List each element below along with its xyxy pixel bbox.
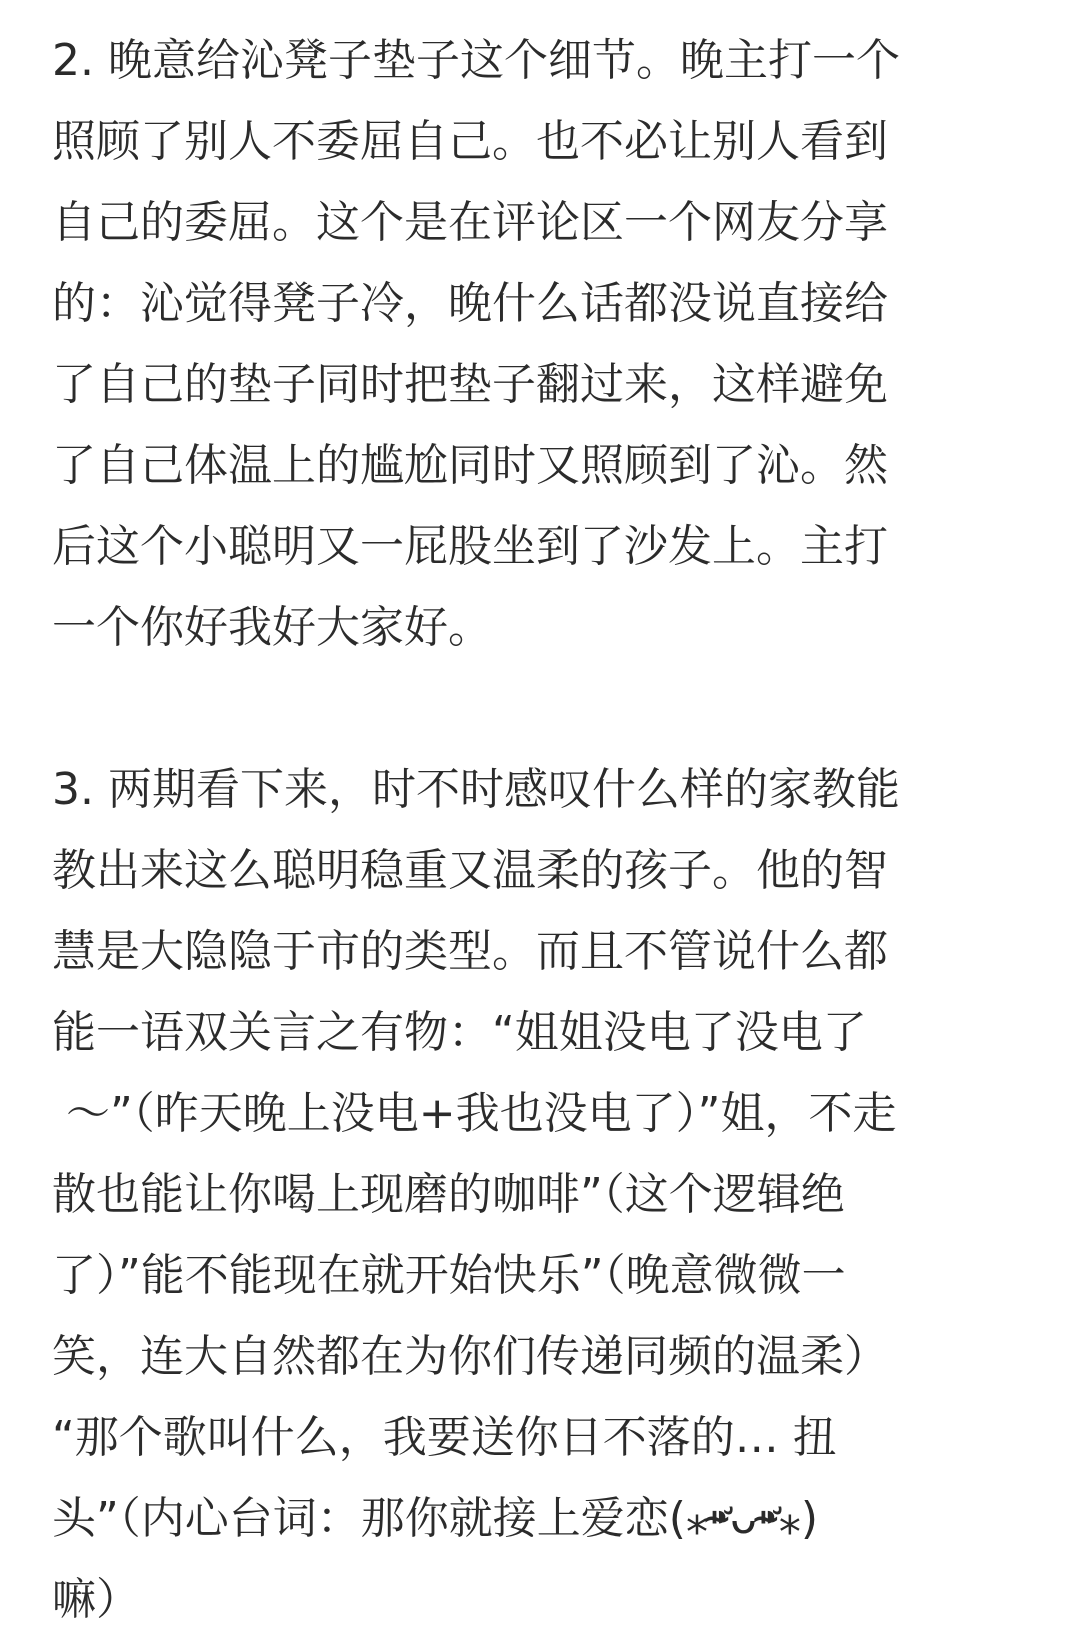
text-line: 自己的委屈。这个是在评论区一个网友分享: [52, 197, 888, 248]
text-line: 能一语双关言之有物：“姐姐没电了没电了: [52, 1007, 867, 1058]
text-line: 了自己的垫子同时把垫子翻过来，这样避免: [52, 359, 888, 410]
text-line: 笑，连大自然都在为你们传递同频的温柔）: [52, 1331, 888, 1382]
text-line: 慧是大隐隐于市的类型。而且不管说什么都: [52, 926, 888, 977]
text-line: 一个你好我好大家好。: [52, 602, 492, 653]
text-line: 教出来这么聪明稳重又温柔的孩子。他的智: [52, 845, 888, 896]
text-line: 了自己体温上的尴尬同时又照顾到了沁。然: [52, 440, 888, 491]
article-text: [52, 20, 1032, 1640]
text-line: 的：沁觉得凳子冷，晚什么话都没说直接给: [52, 278, 888, 329]
text-line: 3. 两期看下来，时不时感叹什么样的家教能: [52, 764, 900, 815]
text-line: 头”（内心台词：那你就接上爱恋(⁎⁍̴̛ᴗ⁍̴̛⁎): [52, 1493, 819, 1544]
paragraph-2: [52, 20, 1032, 668]
text-line: 了）”能不能现在就开始快乐”（晚意微微一: [52, 1250, 846, 1301]
text-line: 后这个小聪明又一屁股坐到了沙发上。主打: [52, 521, 888, 572]
text-line: ～”（昨天晚上没电+我也没电了）”姐，不走: [52, 1088, 897, 1139]
text-line: 照顾了别人不委屈自己。也不必让别人看到: [52, 116, 888, 167]
text-line: 2. 晚意给沁凳子垫子这个细节。晚主打一个: [52, 35, 900, 86]
text-line: 嘛）: [52, 1574, 140, 1625]
paragraph-3: [52, 749, 1032, 1640]
paragraph-spacer: [52, 668, 1032, 749]
text-line: “那个歌叫什么，我要送你日不落的… 扭: [52, 1412, 837, 1463]
text-line: 散也能让你喝上现磨的咖啡”（这个逻辑绝: [52, 1169, 845, 1220]
